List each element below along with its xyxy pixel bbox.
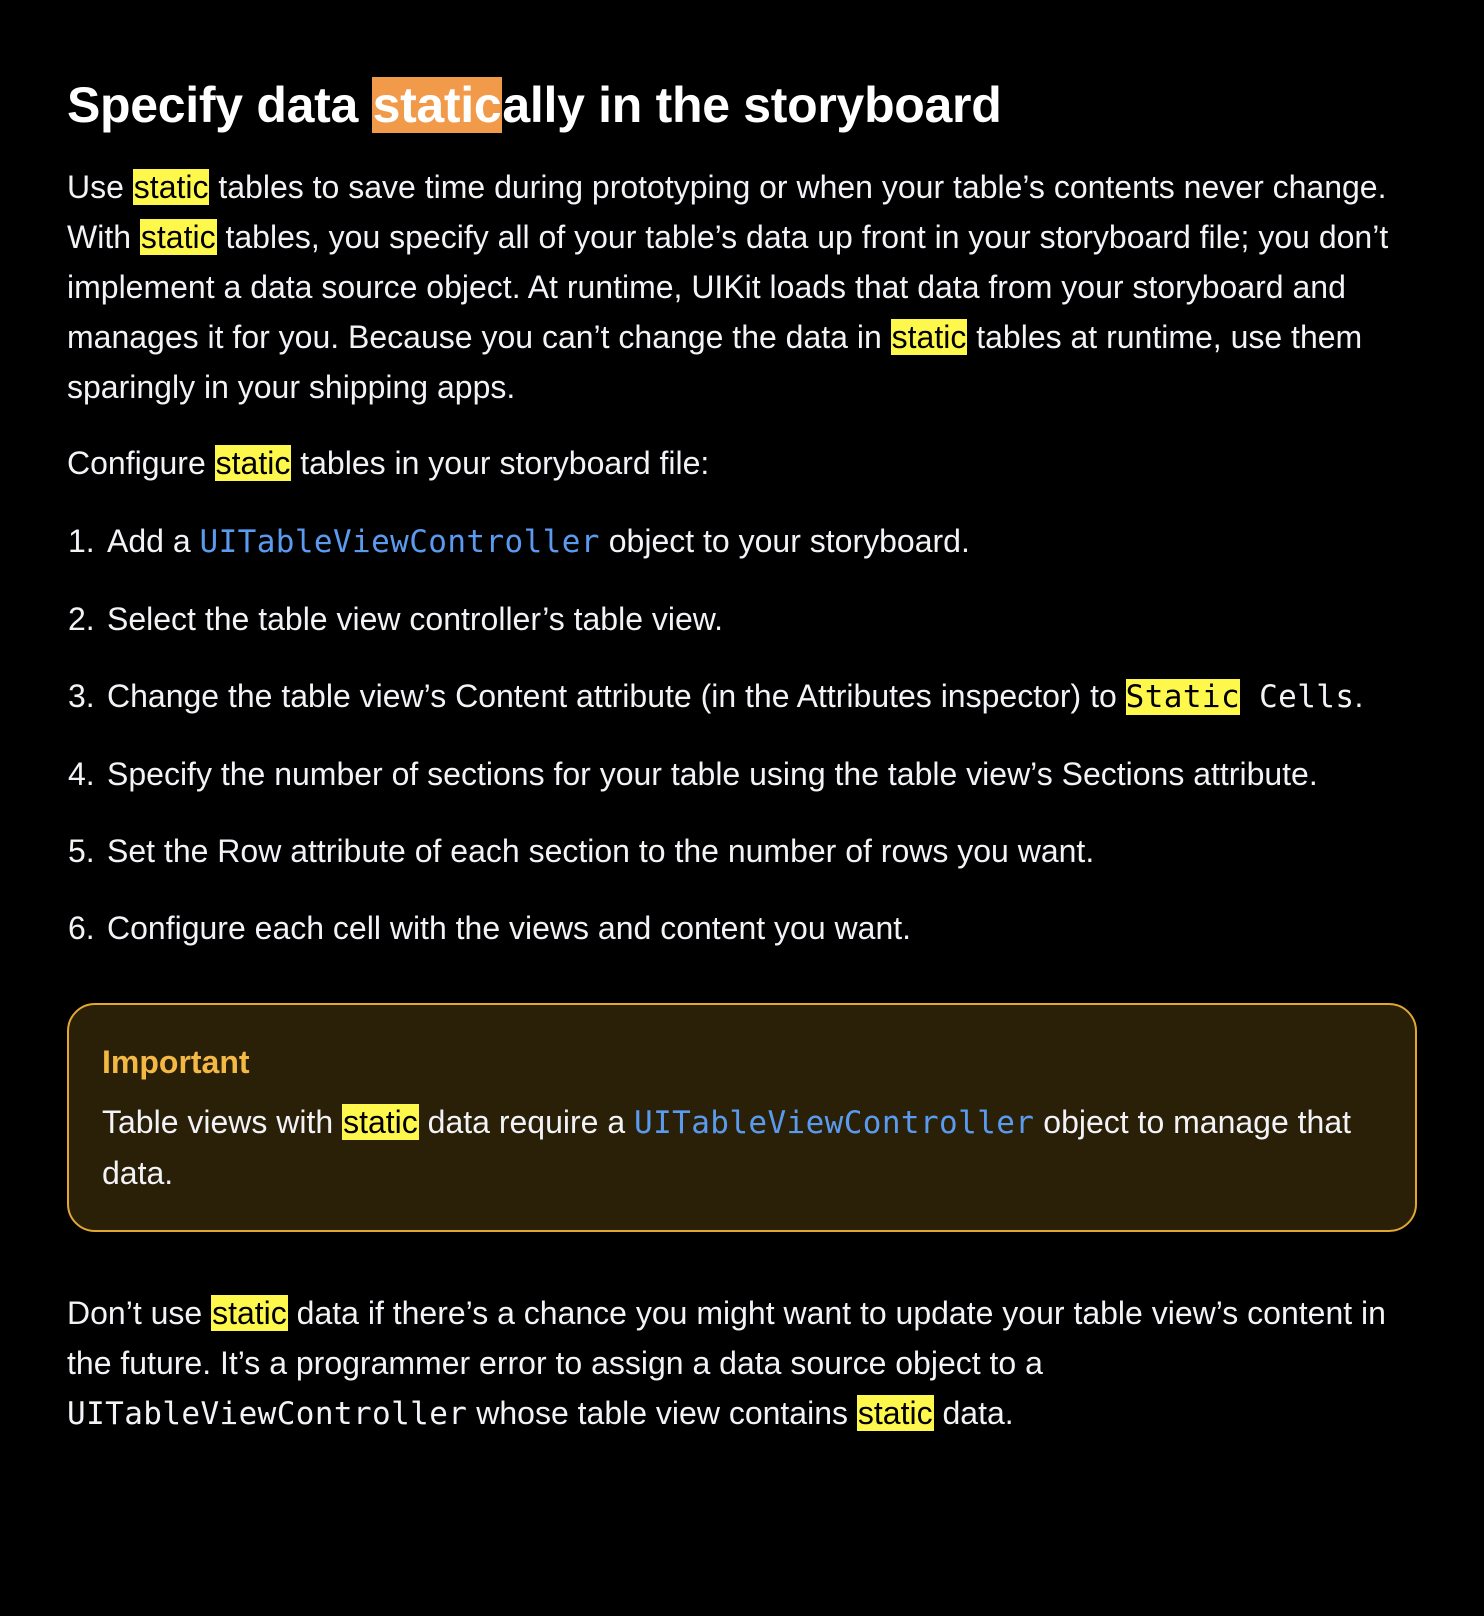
code-search-highlight: Static (1125, 679, 1241, 715)
search-highlight: static (857, 1395, 933, 1431)
heading-text-before: Specify data (67, 77, 372, 133)
step-item (67, 749, 1416, 799)
step-number: 6. (68, 910, 95, 946)
intro-text-2: tables to save time during prototyping or when your table’s contents never change. With (67, 169, 1387, 255)
step-number: 4. (68, 756, 95, 792)
configure-text-1: Configure (67, 445, 215, 481)
step-item (67, 671, 1416, 722)
aside-title: Important (102, 1044, 250, 1080)
step-number: 1. (68, 523, 95, 559)
step-number: 2. (68, 601, 95, 637)
intro-text-1: Use (67, 169, 133, 205)
code-text: UITableViewController (67, 1396, 468, 1432)
closing-text-3: whose table view contains (467, 1395, 857, 1431)
heading-text-after: ally in the storyboard (502, 77, 1002, 133)
step-number: 5. (68, 833, 95, 869)
search-highlight: static (212, 1295, 287, 1331)
intro-text-4: tables at runtime, use them sparingly in your shipping apps. (67, 319, 1363, 405)
aside-text-3: object to manage that data. (102, 1104, 1352, 1191)
step-text: Configure each cell with the views and content you want. (107, 910, 912, 946)
step-text: Set the Row attribute of each section to the number of rows you want. (107, 833, 1095, 869)
uitableviewcontroller-link[interactable]: UITableViewController (199, 524, 600, 560)
step-item (67, 903, 1416, 953)
uitableviewcontroller-link[interactable]: UITableViewController (634, 1105, 1035, 1141)
step-text: . (1354, 678, 1364, 714)
step-item (67, 516, 1416, 567)
closing-text-2: data if there’s a chance you might want to update your table view’s content in the future. It’s a programmer error to assign a data source object to a (67, 1295, 1386, 1381)
search-highlight: static (891, 319, 967, 355)
step-text: object to your storyboard. (599, 523, 970, 559)
aside-text-1: Table views with (102, 1104, 343, 1140)
step-text: Select the table view controller’s table view. (107, 601, 724, 637)
search-highlight: static (140, 219, 216, 255)
step-text: Specify the number of sections for your table using the table view’s Sections attribute. (107, 756, 1318, 792)
intro-text-3: tables, you specify all of your table’s data up front in your storyboard file; you don’t implement a data source object. At runtime, UIKit loads that data from your storyboard and manages it for you. Because you can’t change the data in (67, 219, 1389, 355)
search-highlight: static (215, 445, 291, 481)
step-item (67, 594, 1416, 644)
closing-text-4: data. (933, 1395, 1014, 1431)
closing-text-1: Don’t use (67, 1295, 212, 1331)
section-heading (67, 70, 1416, 140)
heading-search-highlight: static (372, 77, 502, 133)
configure-text-2: tables in your storyboard file: (291, 445, 710, 481)
search-highlight: static (343, 1104, 418, 1140)
intro-paragraph (67, 162, 1416, 412)
search-highlight: static (133, 169, 209, 205)
closing-paragraph (67, 1288, 1416, 1439)
configure-paragraph (67, 438, 1416, 488)
code-text: Cells (1240, 679, 1355, 715)
step-item (67, 826, 1416, 876)
step-number: 3. (68, 678, 95, 714)
steps-list (67, 516, 1416, 953)
important-aside (67, 1003, 1417, 1232)
step-text: Change the table view’s Content attribute (in the Attributes inspector) to (107, 678, 1126, 714)
step-text: Add a (107, 523, 200, 559)
aside-text-2: data require a (418, 1104, 635, 1140)
aside-body (102, 1097, 1382, 1198)
